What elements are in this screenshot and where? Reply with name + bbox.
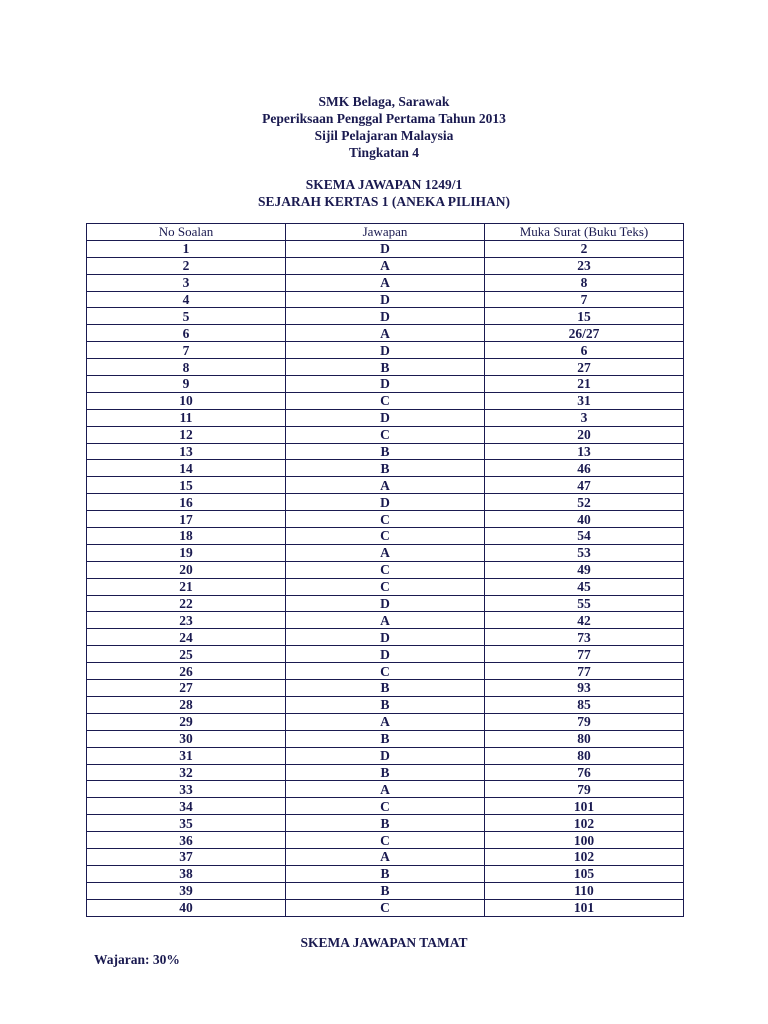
answer-letter-cell: C: [286, 899, 485, 916]
table-row: [87, 494, 684, 511]
question-number-cell: 11: [87, 409, 286, 426]
textbook-page-cell: 3: [485, 409, 684, 426]
textbook-page-cell: 52: [485, 494, 684, 511]
question-number-cell: 18: [87, 528, 286, 545]
answer-letter-cell: B: [286, 680, 485, 697]
answer-letter-cell: B: [286, 696, 485, 713]
answer-letter-cell: C: [286, 392, 485, 409]
table-row: [87, 730, 684, 747]
textbook-page-cell: 31: [485, 392, 684, 409]
question-number-cell: 12: [87, 426, 286, 443]
textbook-page-cell: 110: [485, 882, 684, 899]
textbook-page-cell: 55: [485, 595, 684, 612]
answer-letter-cell: A: [286, 848, 485, 865]
textbook-page-cell: 85: [485, 696, 684, 713]
answer-table: [86, 223, 684, 917]
answer-letter-cell: C: [286, 832, 485, 849]
table-row: [87, 544, 684, 561]
question-number-cell: 20: [87, 561, 286, 578]
textbook-page-cell: 2: [485, 240, 684, 257]
textbook-page-cell: 105: [485, 865, 684, 882]
table-row: [87, 832, 684, 849]
question-number-cell: 35: [87, 815, 286, 832]
scheme-header: [0, 176, 768, 210]
table-row: [87, 257, 684, 274]
question-number-cell: 34: [87, 798, 286, 815]
textbook-page-cell: 79: [485, 713, 684, 730]
table-row: [87, 426, 684, 443]
table-row: [87, 409, 684, 426]
textbook-page-cell: 46: [485, 460, 684, 477]
table-row: [87, 629, 684, 646]
question-number-cell: 10: [87, 392, 286, 409]
question-number-cell: 1: [87, 240, 286, 257]
answer-letter-cell: C: [286, 426, 485, 443]
table-row: [87, 781, 684, 798]
table-row: [87, 325, 684, 342]
textbook-page-cell: 20: [485, 426, 684, 443]
question-number-cell: 17: [87, 511, 286, 528]
question-number-cell: 6: [87, 325, 286, 342]
answer-letter-cell: D: [286, 409, 485, 426]
document-header: [0, 93, 768, 161]
answer-letter-cell: B: [286, 815, 485, 832]
table-row: [87, 511, 684, 528]
table-row: [87, 274, 684, 291]
question-number-cell: 24: [87, 629, 286, 646]
table-row: [87, 561, 684, 578]
answer-letter-cell: D: [286, 747, 485, 764]
question-number-cell: 28: [87, 696, 286, 713]
question-number-cell: 14: [87, 460, 286, 477]
answer-letter-cell: A: [286, 325, 485, 342]
column-header-page: Muka Surat (Buku Teks): [485, 224, 684, 241]
answer-letter-cell: A: [286, 257, 485, 274]
column-header-question: No Soalan: [87, 224, 286, 241]
question-number-cell: 40: [87, 899, 286, 916]
question-number-cell: 13: [87, 443, 286, 460]
textbook-page-cell: 23: [485, 257, 684, 274]
answer-letter-cell: C: [286, 798, 485, 815]
textbook-page-cell: 40: [485, 511, 684, 528]
textbook-page-cell: 80: [485, 747, 684, 764]
textbook-page-cell: 53: [485, 544, 684, 561]
textbook-page-cell: 42: [485, 612, 684, 629]
textbook-page-cell: 77: [485, 663, 684, 680]
answer-letter-cell: D: [286, 376, 485, 393]
textbook-page-cell: 21: [485, 376, 684, 393]
question-number-cell: 33: [87, 781, 286, 798]
table-row: [87, 578, 684, 595]
certificate-name: Sijil Pelajaran Malaysia: [314, 128, 454, 143]
question-number-cell: 5: [87, 308, 286, 325]
answer-letter-cell: C: [286, 578, 485, 595]
answer-letter-cell: D: [286, 595, 485, 612]
question-number-cell: 38: [87, 865, 286, 882]
table-row: [87, 882, 684, 899]
textbook-page-cell: 6: [485, 342, 684, 359]
table-row: [87, 528, 684, 545]
textbook-page-cell: 15: [485, 308, 684, 325]
answer-letter-cell: A: [286, 544, 485, 561]
table-row: [87, 308, 684, 325]
column-header-answer: Jawapan: [286, 224, 485, 241]
answer-letter-cell: D: [286, 291, 485, 308]
textbook-page-cell: 93: [485, 680, 684, 697]
table-row: [87, 595, 684, 612]
table-header-row: [87, 224, 684, 241]
textbook-page-cell: 54: [485, 528, 684, 545]
school-name: SMK Belaga, Sarawak: [318, 94, 450, 109]
table-row: [87, 764, 684, 781]
question-number-cell: 2: [87, 257, 286, 274]
table-row: [87, 646, 684, 663]
end-of-scheme-title: SKEMA JAWAPAN TAMAT: [300, 935, 468, 950]
answer-letter-cell: B: [286, 882, 485, 899]
answer-letter-cell: A: [286, 612, 485, 629]
table-row: [87, 680, 684, 697]
textbook-page-cell: 47: [485, 477, 684, 494]
textbook-page-cell: 26/27: [485, 325, 684, 342]
textbook-page-cell: 8: [485, 274, 684, 291]
answer-letter-cell: C: [286, 663, 485, 680]
table-row: [87, 815, 684, 832]
answer-letter-cell: D: [286, 629, 485, 646]
textbook-page-cell: 7: [485, 291, 684, 308]
textbook-page-cell: 76: [485, 764, 684, 781]
textbook-page-cell: 102: [485, 815, 684, 832]
answer-letter-cell: B: [286, 865, 485, 882]
table-row: [87, 696, 684, 713]
answer-letter-cell: D: [286, 494, 485, 511]
answer-letter-cell: D: [286, 308, 485, 325]
question-number-cell: 7: [87, 342, 286, 359]
question-number-cell: 16: [87, 494, 286, 511]
table-row: [87, 359, 684, 376]
textbook-page-cell: 13: [485, 443, 684, 460]
question-number-cell: 32: [87, 764, 286, 781]
question-number-cell: 26: [87, 663, 286, 680]
table-row: [87, 392, 684, 409]
answer-letter-cell: B: [286, 730, 485, 747]
question-number-cell: 27: [87, 680, 286, 697]
question-number-cell: 21: [87, 578, 286, 595]
answer-letter-cell: B: [286, 764, 485, 781]
table-row: [87, 342, 684, 359]
question-number-cell: 4: [87, 291, 286, 308]
question-number-cell: 25: [87, 646, 286, 663]
textbook-page-cell: 100: [485, 832, 684, 849]
textbook-page-cell: 101: [485, 899, 684, 916]
answer-letter-cell: A: [286, 477, 485, 494]
question-number-cell: 22: [87, 595, 286, 612]
scheme-title: SKEMA JAWAPAN 1249/1: [305, 177, 463, 192]
answer-letter-cell: D: [286, 646, 485, 663]
table-row: [87, 663, 684, 680]
table-row: [87, 713, 684, 730]
table-row: [87, 899, 684, 916]
answer-letter-cell: A: [286, 274, 485, 291]
question-number-cell: 37: [87, 848, 286, 865]
textbook-page-cell: 102: [485, 848, 684, 865]
textbook-page-cell: 77: [485, 646, 684, 663]
table-row: [87, 443, 684, 460]
table-row: [87, 240, 684, 257]
answer-letter-cell: C: [286, 511, 485, 528]
answer-letter-cell: A: [286, 713, 485, 730]
question-number-cell: 36: [87, 832, 286, 849]
question-number-cell: 3: [87, 274, 286, 291]
table-row: [87, 376, 684, 393]
table-row: [87, 291, 684, 308]
question-number-cell: 31: [87, 747, 286, 764]
answer-letter-cell: C: [286, 528, 485, 545]
question-number-cell: 15: [87, 477, 286, 494]
textbook-page-cell: 101: [485, 798, 684, 815]
answer-letter-cell: D: [286, 240, 485, 257]
exam-name: Peperiksaan Penggal Pertama Tahun 2013: [262, 111, 506, 126]
table-row: [87, 865, 684, 882]
table-row: [87, 798, 684, 815]
table-row: [87, 612, 684, 629]
question-number-cell: 8: [87, 359, 286, 376]
question-number-cell: 39: [87, 882, 286, 899]
question-number-cell: 23: [87, 612, 286, 629]
question-number-cell: 9: [87, 376, 286, 393]
table-row: [87, 477, 684, 494]
textbook-page-cell: 73: [485, 629, 684, 646]
question-number-cell: 19: [87, 544, 286, 561]
answer-letter-cell: B: [286, 443, 485, 460]
table-row: [87, 848, 684, 865]
answer-letter-cell: D: [286, 342, 485, 359]
answer-letter-cell: B: [286, 359, 485, 376]
textbook-page-cell: 80: [485, 730, 684, 747]
table-row: [87, 460, 684, 477]
textbook-page-cell: 27: [485, 359, 684, 376]
textbook-page-cell: 45: [485, 578, 684, 595]
answer-table-body: [87, 240, 684, 916]
form-level: Tingkatan 4: [349, 145, 419, 160]
textbook-page-cell: 79: [485, 781, 684, 798]
table-row: [87, 747, 684, 764]
weight-label: Wajaran: 30%: [94, 952, 180, 967]
question-number-cell: 29: [87, 713, 286, 730]
question-number-cell: 30: [87, 730, 286, 747]
answer-letter-cell: B: [286, 460, 485, 477]
answer-letter-cell: C: [286, 561, 485, 578]
textbook-page-cell: 49: [485, 561, 684, 578]
answer-letter-cell: A: [286, 781, 485, 798]
paper-title: SEJARAH KERTAS 1 (ANEKA PILIHAN): [257, 194, 511, 209]
